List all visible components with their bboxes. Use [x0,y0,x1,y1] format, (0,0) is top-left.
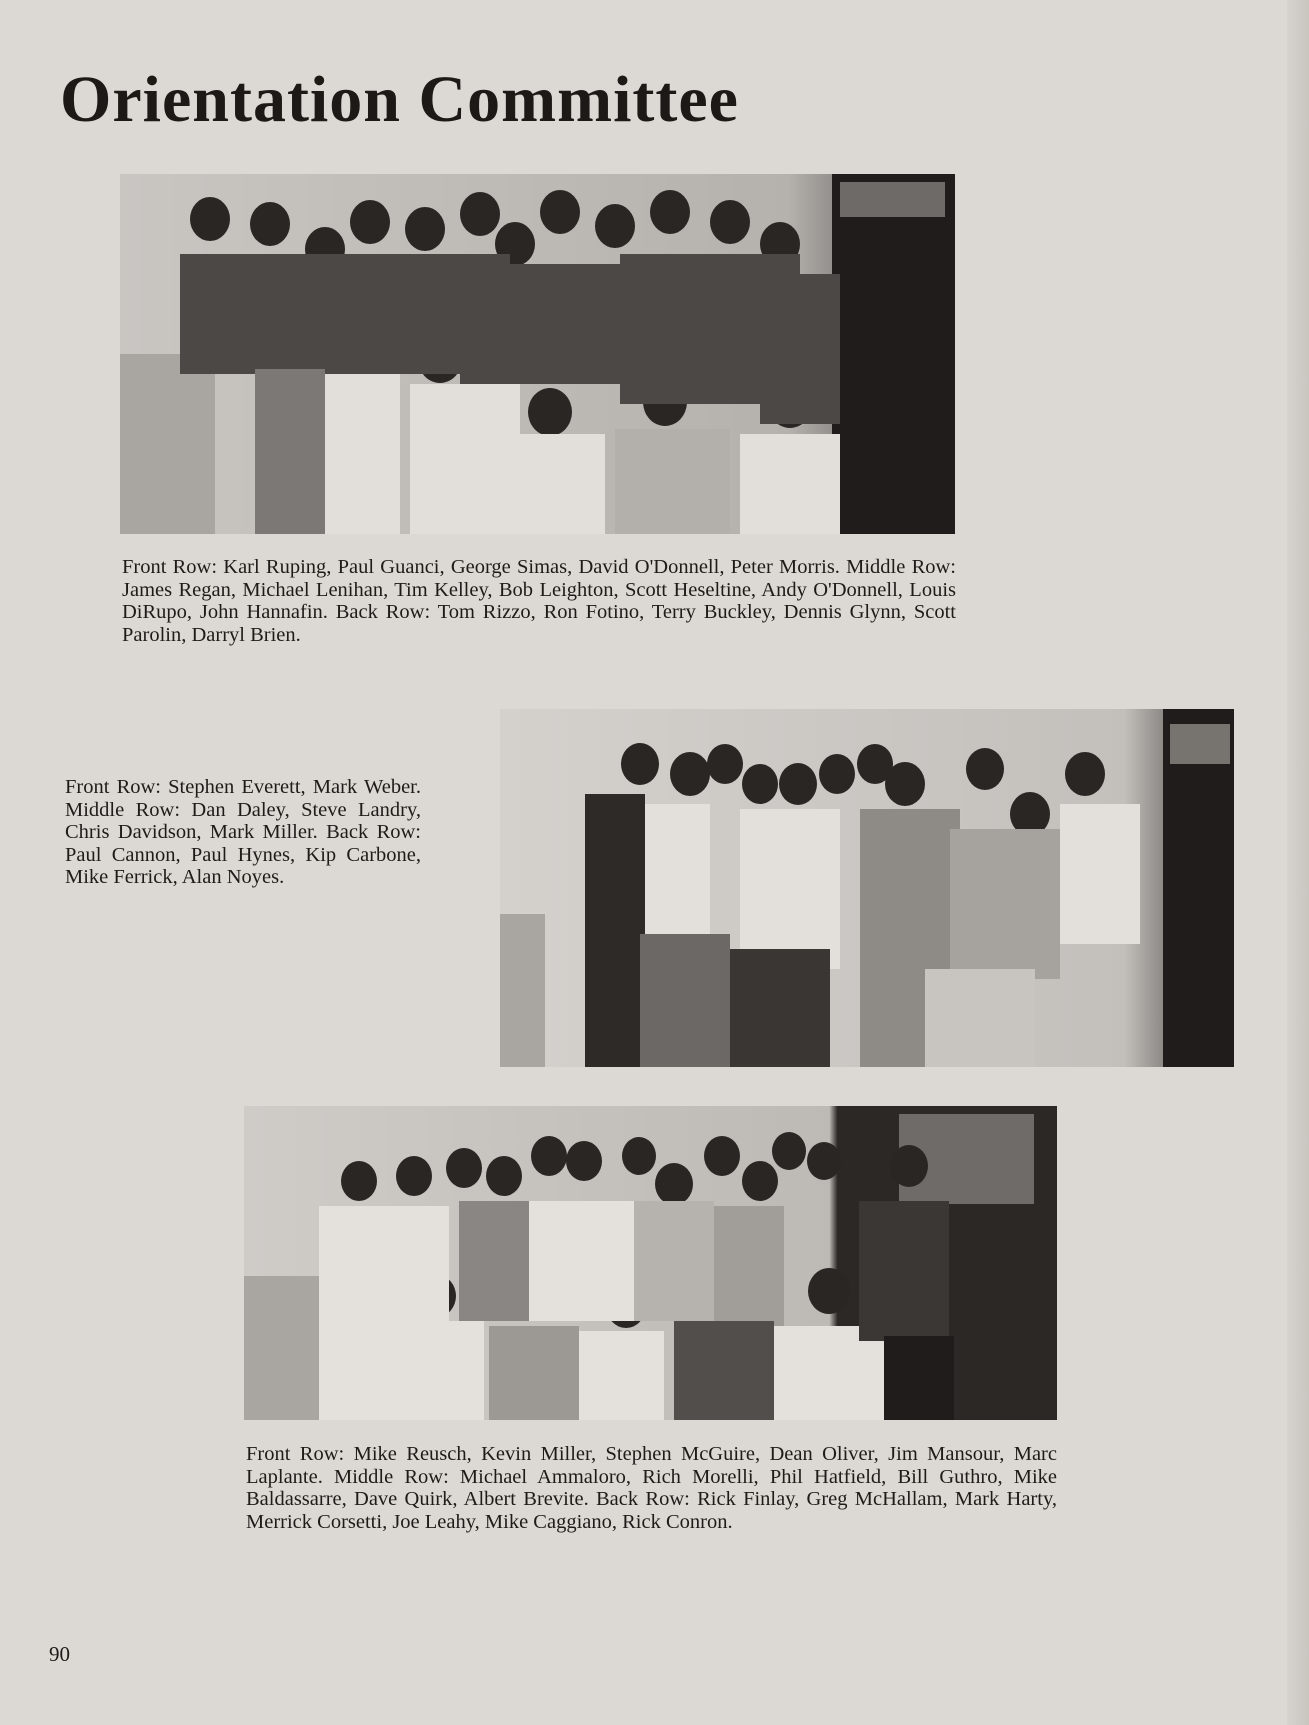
page-edge [1287,0,1309,1725]
group-photo-1 [120,174,955,534]
group-photo-3 [244,1106,1057,1420]
page-number: 90 [49,1642,70,1666]
group-photo-3-caption: Front Row: Mike Reusch, Kevin Miller, Stephen McGuire, Dean Oliver, Jim Mansour, Marc Laplante. Middle Row: Michael Ammaloro, Rich Morelli, Phil Hatfield, Bill Guthro, Mike Baldassarre, Dave Quirk, Albert Brevite. Back Row: Rick Finlay, Greg McHallam, Mark Harty, Merrick Corsetti, Joe Leahy, Mike Caggiano, Rick Conron. [246,1443,1057,1533]
group-photo-1-image [120,174,955,534]
page-title: Orientation Committee [60,63,739,136]
group-photo-2-caption: Front Row: Stephen Everett, Mark Weber. Middle Row: Dan Daley, Steve Landry, Chris Davidson, Mark Miller. Back Row: Paul Cannon, Paul Hynes, Kip Carbone, Mike Ferrick, Alan Noyes. [65,776,421,888]
group-photo-1-caption: Front Row: Karl Ruping, Paul Guanci, George Simas, David O'Donnell, Peter Morris. Middle Row: James Regan, Michael Lenihan, Tim Kelley, Bob Leighton, Scott Heseltine, Andy O'Donnell, Louis DiRupo, John Hannafin. Back Row: Tom Rizzo, Ron Fotino, Terry Buckley, Dennis Glynn, Scott Parolin, Darryl Brien. [122,556,956,646]
group-photo-3-image [244,1106,1057,1420]
group-photo-2 [500,709,1234,1067]
group-photo-2-image [500,709,1234,1067]
